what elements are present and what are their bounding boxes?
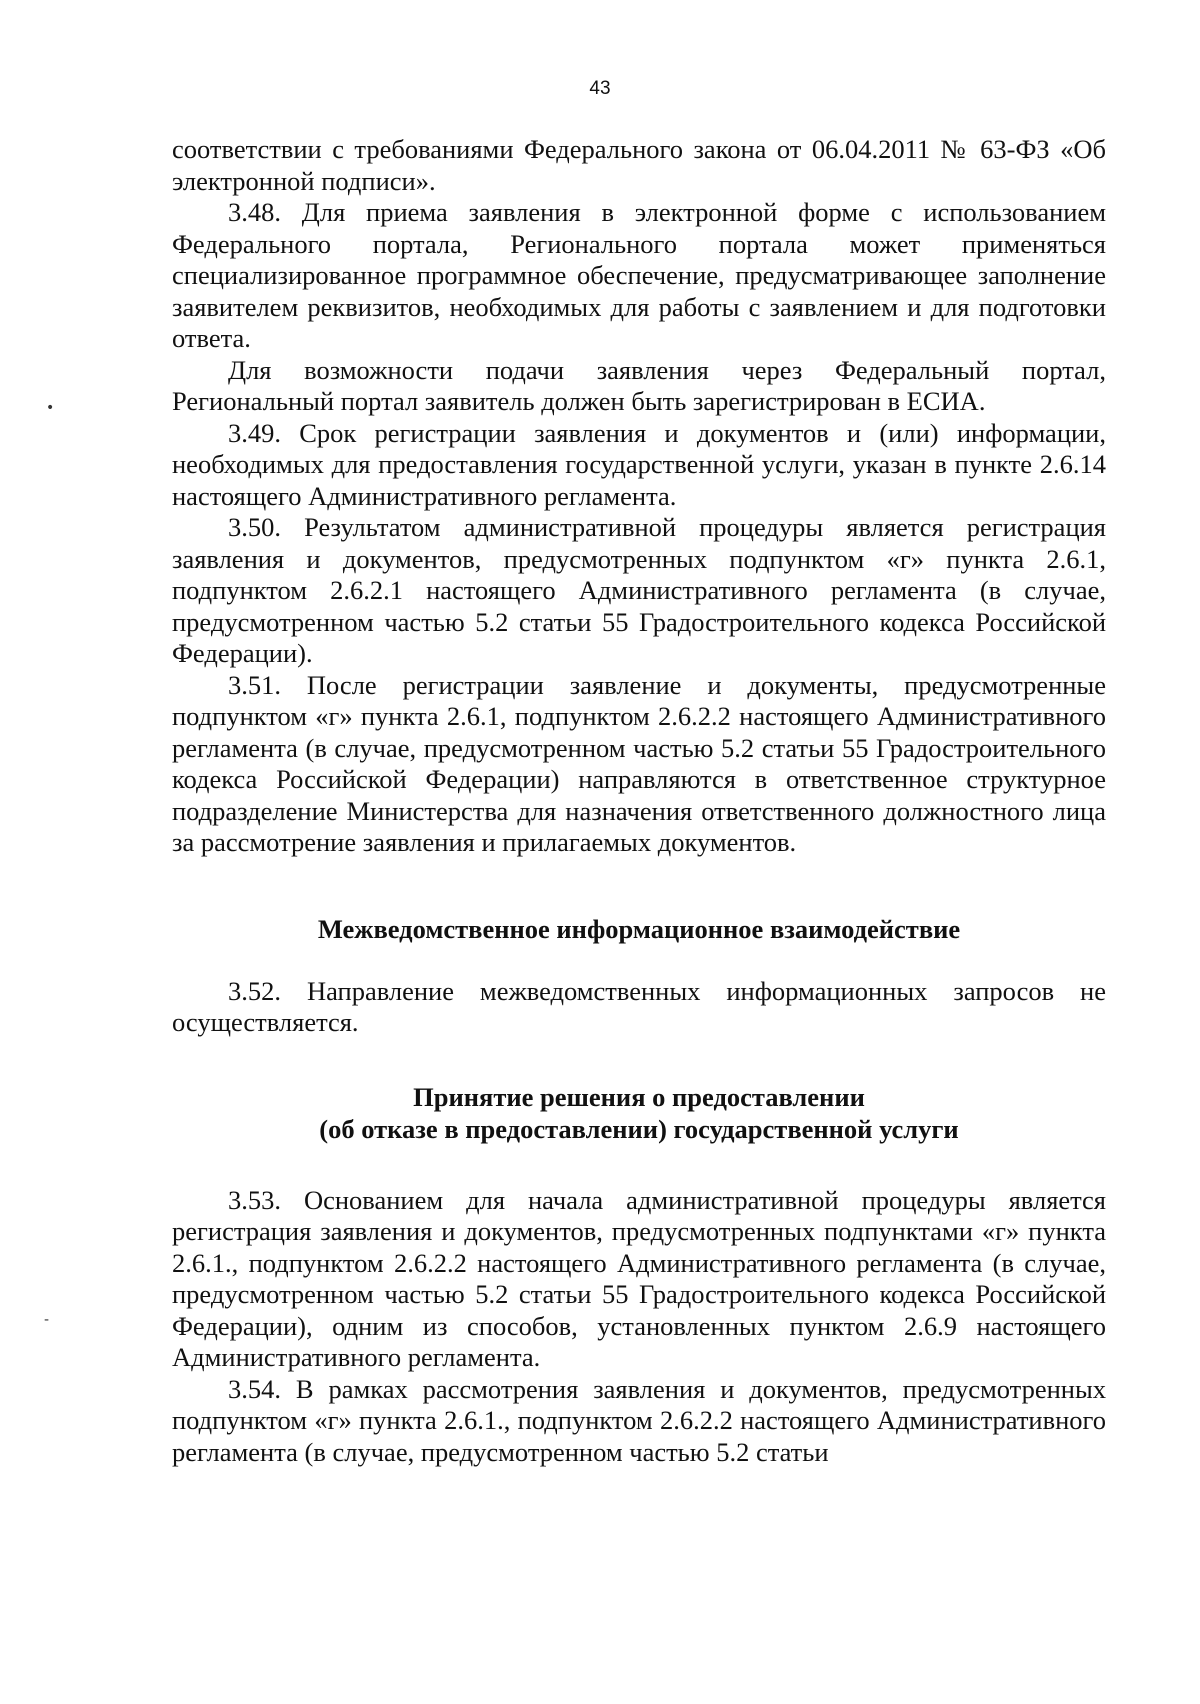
page-number: 43 [589, 78, 611, 99]
section-heading-interagency: Межведомственное информационное взаимодействие [317, 913, 961, 944]
paragraph-3-52: 3.52. Направление межведомственных информационных запросов не осуществляется. [172, 975, 1106, 1037]
section-heading-decision-line-2: (об отказе в предоставлении) государственной услуги [319, 1113, 959, 1144]
paragraph-3-53: 3.53. Основанием для начала административной процедуры является регистрация заявления и документов, предусмотренных подпунктами «г» пункта 2.6.1., подпунктом 2.6.2.2 настоящего Административного регламента (в случае, предусмотренном частью 5.2 статьи 55 Градостроительного кодекса Российской Федерации), одним из способов, установленных пунктом 2.6.9 настоящего Административного регламента. [172, 1184, 1106, 1372]
margin-dot-mark: • [46, 400, 55, 416]
paragraph-continuation: соответствии с требованиями Федерального закона от 06.04.2011 № 63-ФЗ «Об электронной подписи». [172, 134, 1106, 196]
paragraph-3-50: 3.50. Результатом административной процедуры является регистрация заявления и документов, предусмотренных подпунктом «г» пункта 2.6.1, подпунктом 2.6.2.1 настоящего Административного регламента (в случае, предусмотренном частью 5.2 статьи 55 Градостроительного кодекса Российской Федерации). [172, 512, 1106, 668]
section-heading-decision-line-1: Принятие решения о предоставлении [413, 1081, 865, 1112]
document-body [172, 134, 1106, 1468]
paragraph-3-49: 3.49. Срок регистрации заявления и документов и (или) информации, необходимых для предоставления государственной услуги, указан в пункте 2.6.14 настоящего Административного регламента. [172, 417, 1106, 511]
paragraph-3-51: 3.51. После регистрации заявление и документы, предусмотренные подпунктом «г» пункта 2.6.1, подпунктом 2.6.2.2 настоящего Административного регламента (в случае, предусмотренном частью 5.2 статьи 55 Градостроительного кодекса Российской Федерации) направляются в ответственное структурное подразделение Министерства для назначения ответственного должностного лица за рассмотрение заявления и прилагаемых документов. [172, 669, 1106, 857]
paragraph-3-48: 3.48. Для приема заявления в электронной форме с использованием Федерального портала, Регионального портала может применяться специализированное программное обеспечение, предусматривающее заполнение заявителем реквизитов, необходимых для работы с заявлением и для подготовки ответа. [172, 197, 1106, 353]
margin-dash-mark: - [44, 1312, 50, 1328]
paragraph-esia: Для возможности подачи заявления через Федеральный портал, Региональный портал заявитель должен быть зарегистрирован в ЕСИА. [172, 354, 1106, 416]
paragraph-3-54: 3.54. В рамках рассмотрения заявления и документов, предусмотренных подпунктом «г» пункта 2.6.1., подпунктом 2.6.2.2 настоящего Административного регламента (в случае, предусмотренном частью 5.2 статьи [172, 1373, 1106, 1467]
